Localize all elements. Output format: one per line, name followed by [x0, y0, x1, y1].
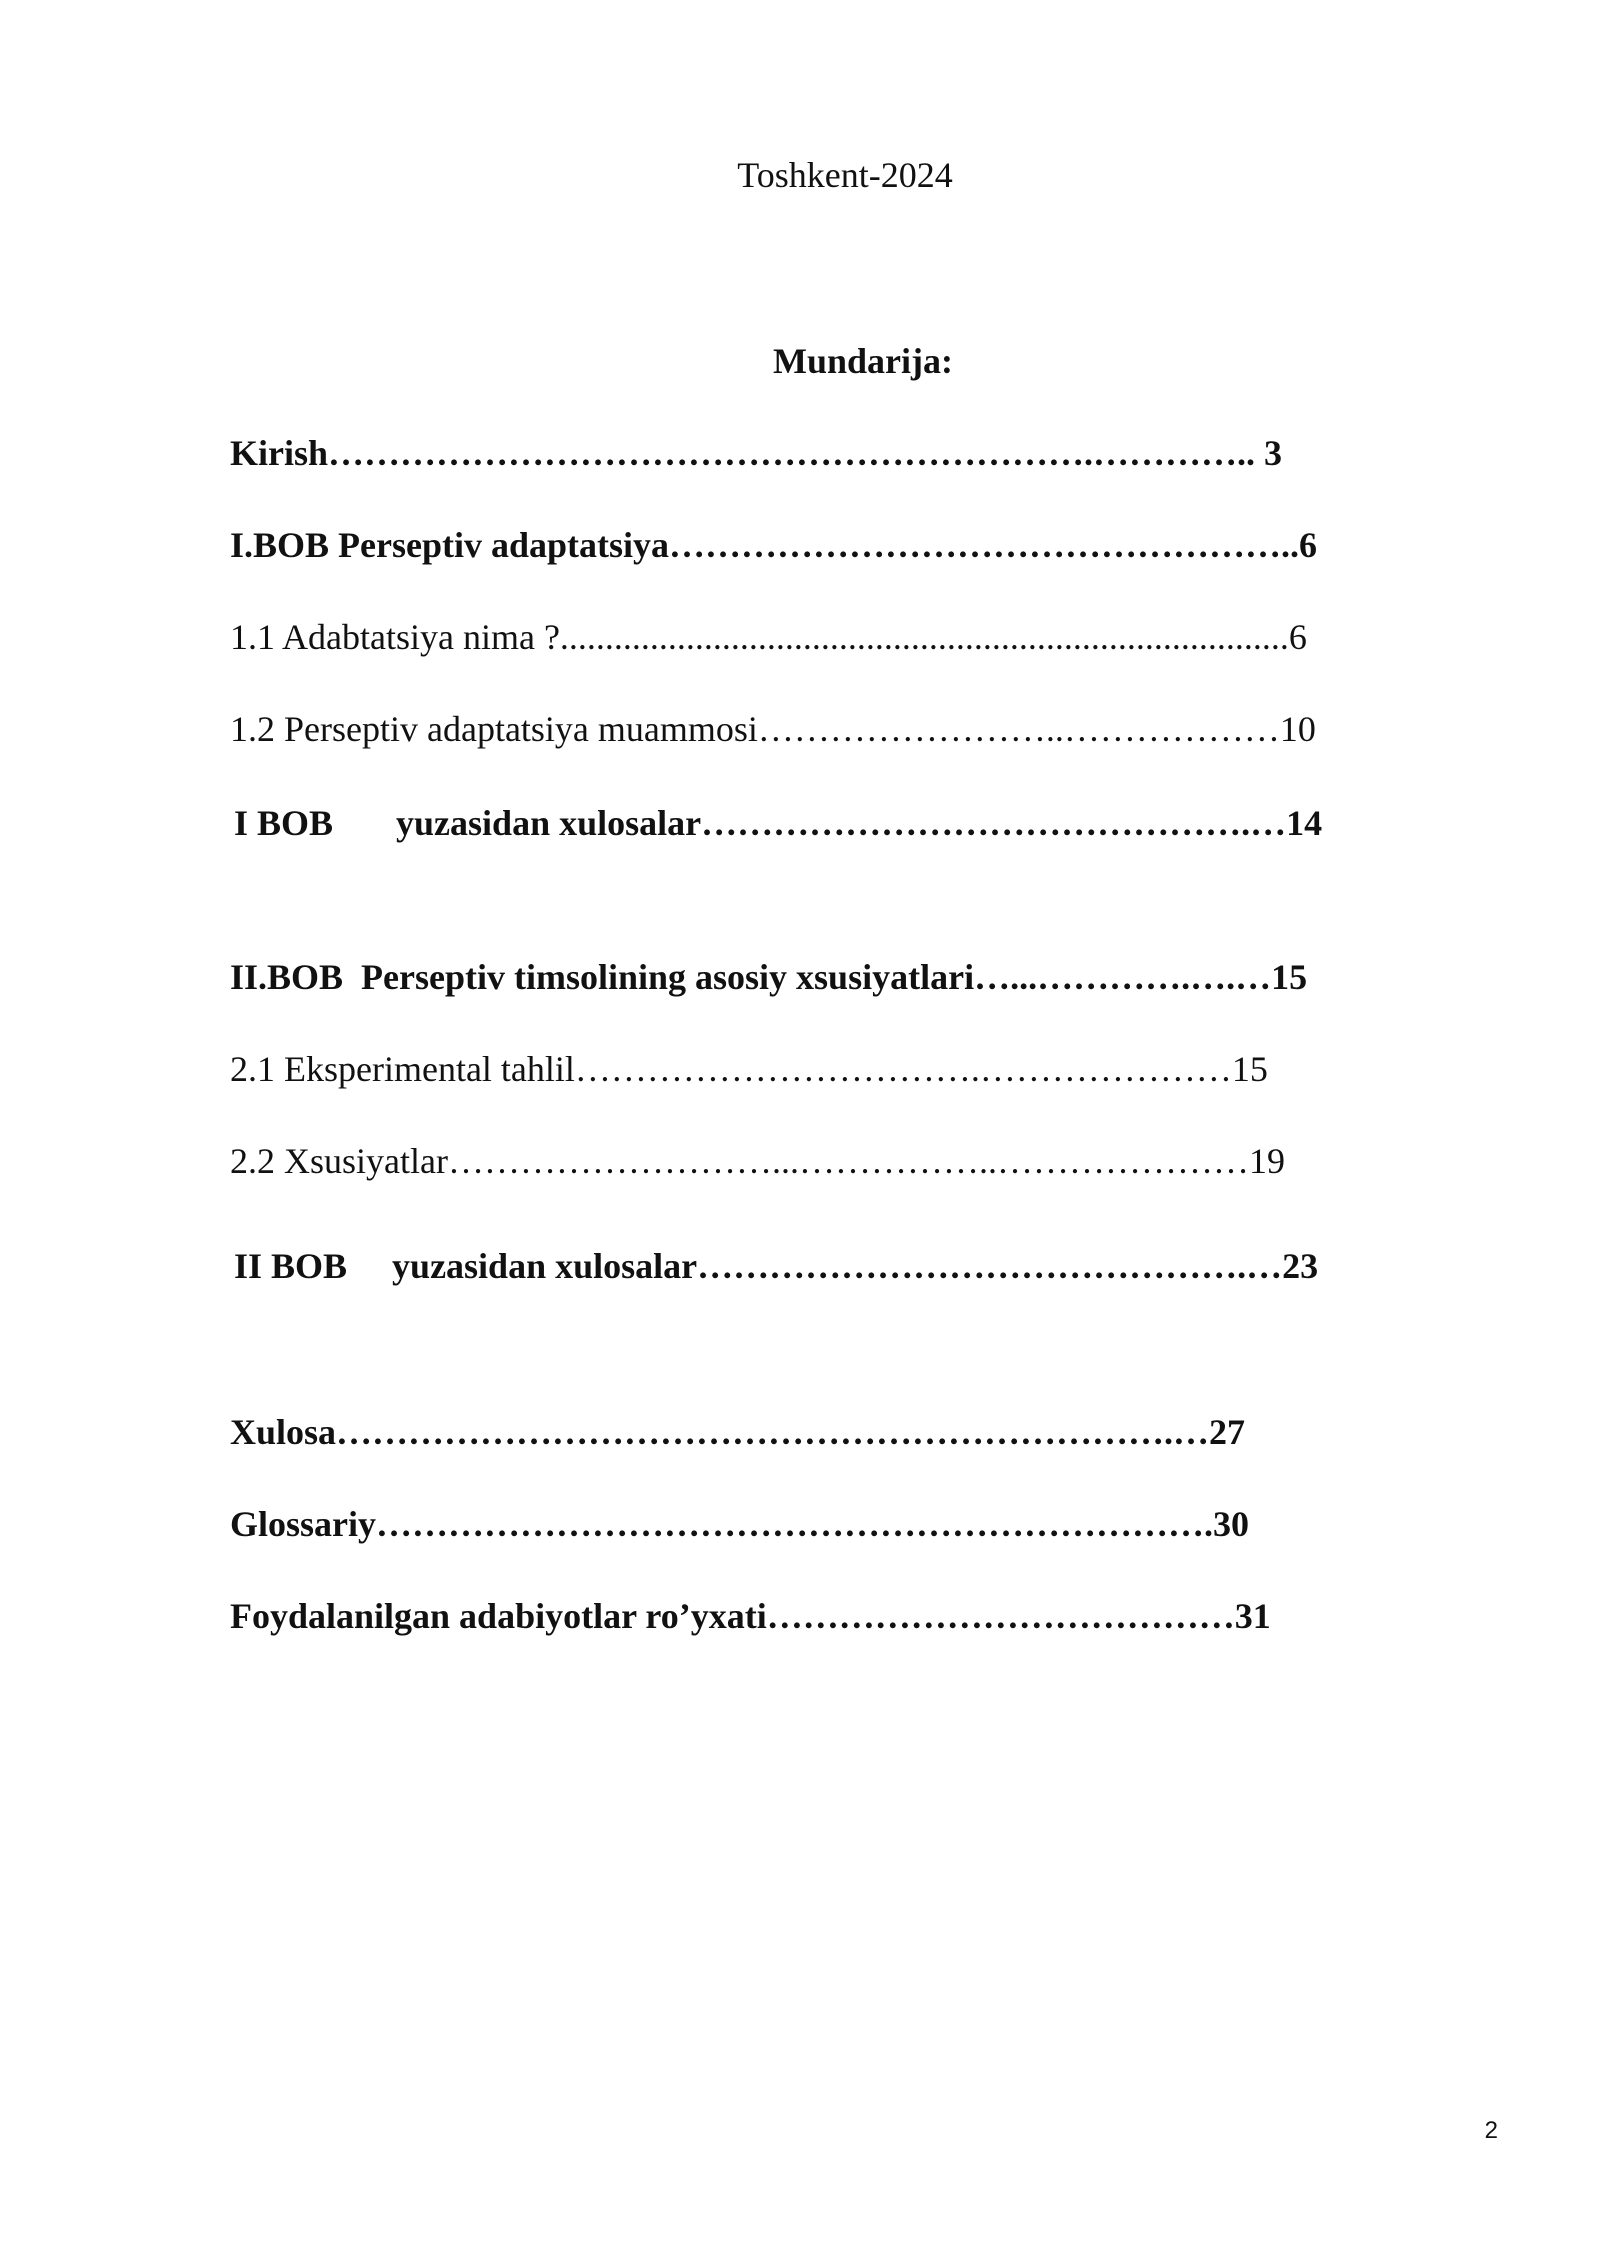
toc-entry-adabiyotlar: Foydalanilgan adabiyotlar ro’yxati…………………………………31	[230, 1596, 1271, 1636]
toc-entry-xulosa: Xulosa…………………………………………………………….…27	[230, 1412, 1246, 1452]
toc-title: Mundarija:	[773, 341, 953, 381]
toc-entry-bob1-xulosa: I BOB yuzasidan xulosalar……………………………………….…14	[234, 803, 1323, 843]
toc-entry-kirish: Kirish……………………………………………………….………….. 3	[230, 433, 1283, 473]
toc-entry-1-1: 1.1 Adabtatsiya nima ?.................................................................................6	[230, 617, 1307, 657]
toc-entry-bob1: I.BOB Perseptiv adaptatsiya……………………………………………..6	[230, 525, 1318, 565]
toc-entry-2-1: 2.1 Eksperimental tahlil…………………………….…………………15	[230, 1049, 1268, 1089]
city-year: Toshkent-2024	[737, 155, 953, 195]
page-number: 2	[1484, 2117, 1498, 2144]
toc-entry-glossariy: Glossariy…………………………………………………………….30	[230, 1504, 1250, 1544]
toc-entry-1-2: 1.2 Perseptiv adaptatsiya muammosi……………………..………………10	[230, 709, 1316, 749]
toc-entry-bob2-xulosa: II BOB yuzasidan xulosalar……………………………………….…23	[234, 1246, 1319, 1286]
toc-entry-2-2: 2.2 Xsusiyatlar………………………...……………..…………………19	[230, 1141, 1285, 1181]
toc-entry-bob2: II.BOB Perseptiv timsolining asosiy xsusiyatlari…...………….….…15	[230, 957, 1308, 997]
